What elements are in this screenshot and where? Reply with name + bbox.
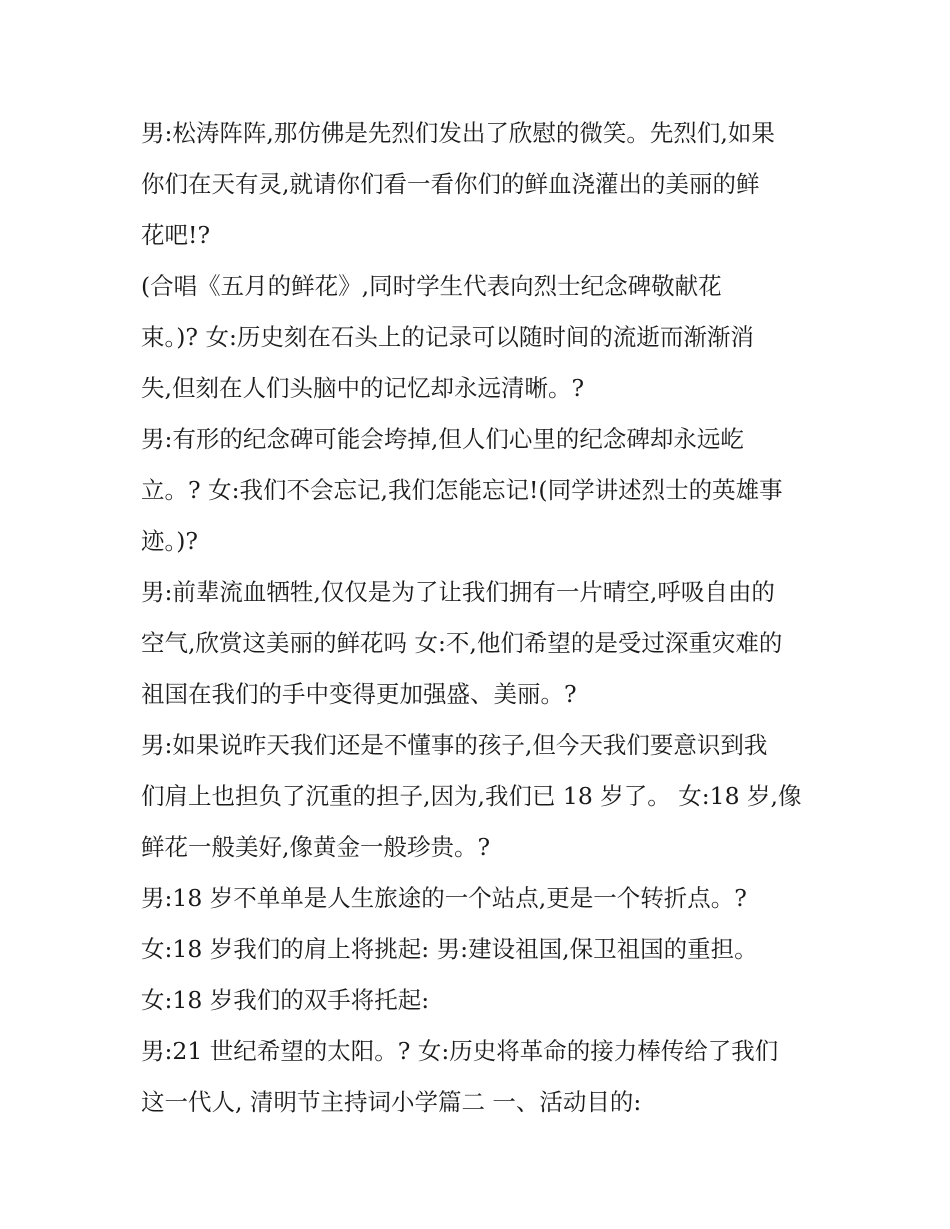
text-line: 空气,欣赏这美丽的鲜花吗 女:不,他们希望的是受过深重灾难的: [141, 629, 783, 657]
text-line: 男:有形的纪念碑可能会垮掉,但人们心里的纪念碑却永远屹: [141, 425, 744, 453]
text-line: 迹。)?: [141, 527, 199, 555]
text-line: 男:如果说昨天我们还是不懂事的孩子,但今天我们要意识到我: [141, 731, 768, 759]
text-line: 花吧!?: [141, 221, 211, 249]
text-line: (合唱《五月的鲜花》,同时学生代表向烈士纪念碑敬献花: [141, 272, 722, 300]
text-line: 祖国在我们的手中变得更加强盛、美丽。?: [141, 680, 577, 708]
text-line: 男:前辈流血牺牲,仅仅是为了让我们拥有一片晴空,呼吸自由的: [141, 578, 775, 606]
text-line: 立。? 女:我们不会忘记,我们怎能忘记!(同学讲述烈士的英雄事: [141, 476, 783, 504]
text-line: 女:18 岁我们的肩上将挑起: 男:建设祖国,保卫祖国的重担。: [141, 935, 758, 963]
text-line: 男:松涛阵阵,那仿佛是先烈们发出了欣慰的微笑。先烈们,如果: [141, 119, 775, 147]
text-line: 女:18 岁我们的双手将托起:: [141, 986, 430, 1014]
document-body: [141, 108, 821, 1128]
text-line: 束。)? 女:历史刻在石头上的记录可以随时间的流逝而渐渐消: [141, 323, 754, 351]
text-line: 们肩上也担负了沉重的担子,因为,我们已 18 岁了。 女:18 岁,像: [141, 782, 802, 810]
text-line: 鲜花一般美好,像黄金一般珍贵。?: [141, 833, 491, 861]
text-line: 男:21 世纪希望的太阳。? 女:历史将革命的接力棒传给了我们: [141, 1037, 779, 1065]
text-line: 男:18 岁不单单是人生旅途的一个站点,更是一个转折点。?: [141, 884, 747, 912]
text-line: 失,但刻在人们头脑中的记忆却永远清晰。?: [141, 374, 585, 402]
text-line: 这一代人, 清明节主持词小学篇二 一、活动目的:: [141, 1088, 642, 1116]
text-line: 你们在天有灵,就请你们看一看你们的鲜血浇灌出的美丽的鲜: [141, 170, 760, 198]
